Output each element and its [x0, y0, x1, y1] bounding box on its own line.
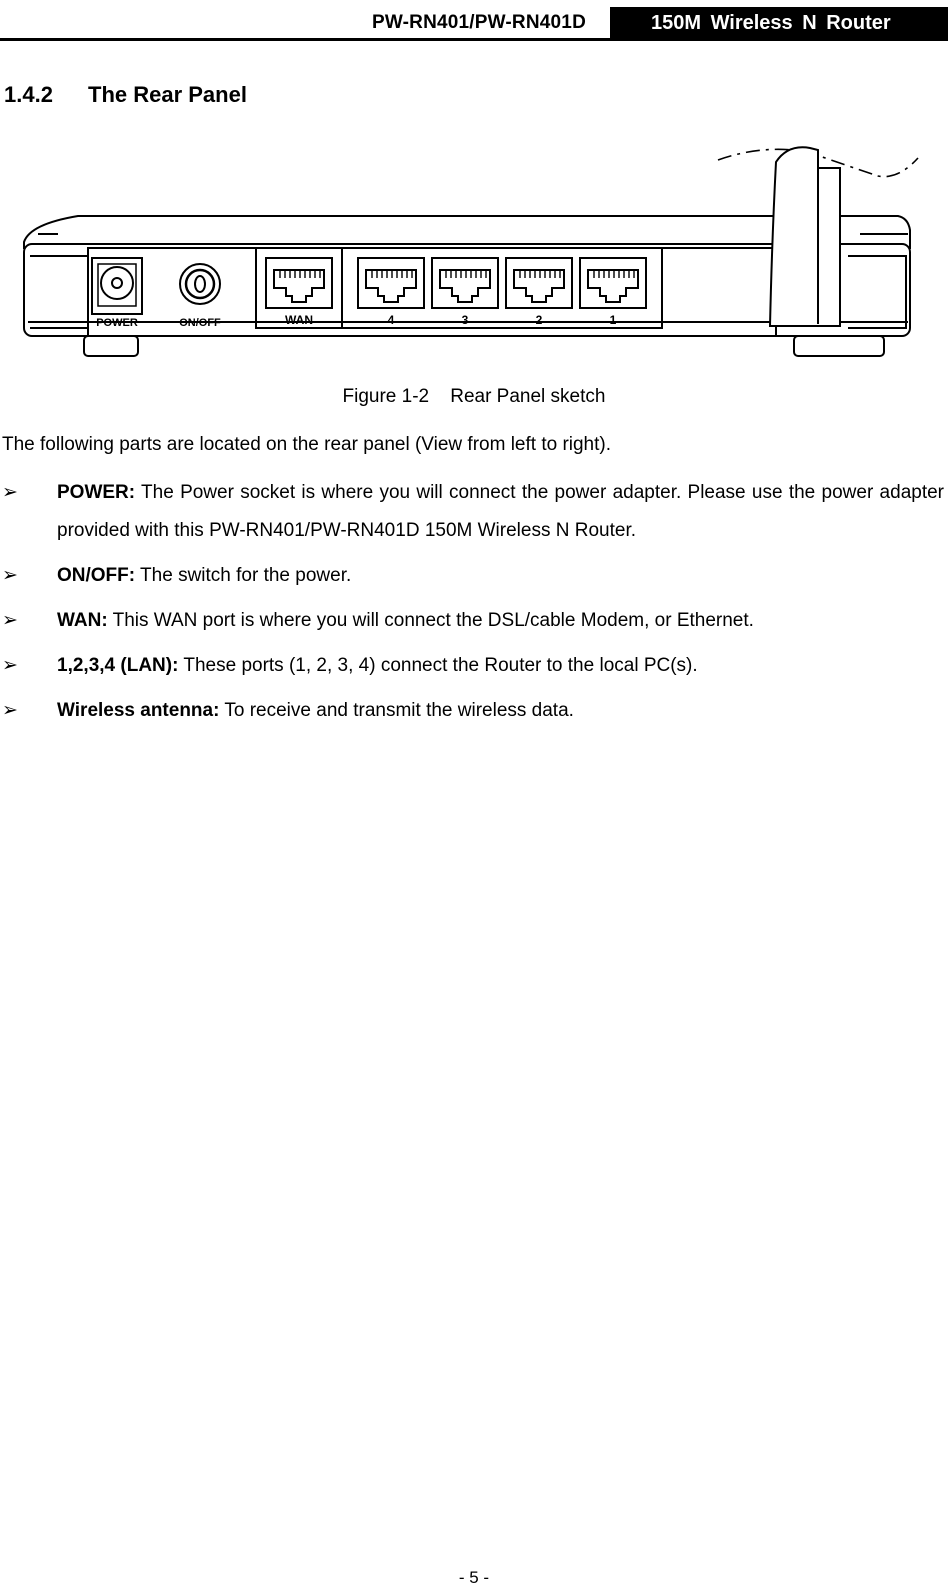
bullet-text: The Power socket is where you will connect the power adapter. Please use the power adapter provided with this PW-RN401/PW-RN401D 150M Wireless N Router.: [57, 482, 944, 541]
arrow-bullet-icon: ➢: [2, 482, 18, 503]
bullet-term: ON/OFF:: [57, 565, 136, 586]
rear-panel-figure: [18, 138, 930, 366]
antenna: [770, 147, 840, 326]
list-item: [0, 474, 948, 550]
intro-paragraph: The following parts are located on the rear panel (View from left to right).: [2, 434, 612, 455]
feature-list: [0, 474, 948, 737]
wan-port: [266, 258, 332, 308]
section-number: 1.4.2: [4, 82, 53, 107]
bullet-text: To receive and transmit the wireless data.: [219, 700, 574, 721]
lan-port-1: [580, 258, 646, 308]
page-number: - 5 -: [458, 1568, 490, 1587]
bullet-term: WAN:: [57, 610, 108, 631]
header-product: 150M Wireless N Router: [610, 7, 948, 40]
label-lan3: 3: [461, 313, 469, 327]
label-lan1: 1: [609, 313, 617, 327]
header-rule: [0, 38, 948, 41]
bullet-text: The switch for the power.: [135, 565, 352, 586]
bullet-text: These ports (1, 2, 3, 4) connect the Router to the local PC(s).: [178, 655, 698, 676]
bullet-term: 1,2,3,4 (LAN):: [57, 655, 179, 676]
label-lan4: 4: [387, 313, 395, 327]
list-item: [0, 692, 948, 730]
label-wan: WAN: [285, 313, 313, 327]
arrow-bullet-icon: ➢: [2, 565, 18, 586]
bullet-text: This WAN port is where you will connect the DSL/cable Modem, or Ethernet.: [107, 610, 754, 631]
arrow-bullet-icon: ➢: [2, 700, 18, 721]
lan-port-3: [432, 258, 498, 308]
lan-port-4: [358, 258, 424, 308]
label-power: POWER: [96, 317, 138, 329]
label-onoff: ON/OFF: [179, 317, 221, 329]
bullet-term: POWER:: [57, 482, 136, 503]
arrow-bullet-icon: ➢: [2, 610, 18, 631]
power-socket: [92, 258, 142, 329]
list-item: [0, 647, 948, 685]
onoff-switch: [179, 264, 221, 329]
header-model: PW-RN401/PW-RN401D: [372, 12, 586, 33]
section-heading: [4, 82, 247, 108]
list-item: [0, 557, 948, 595]
section-title: The Rear Panel: [88, 82, 247, 107]
bullet-term: Wireless antenna:: [57, 700, 220, 721]
lan-port-2: [506, 258, 572, 308]
label-lan2: 2: [535, 313, 543, 327]
arrow-bullet-icon: ➢: [2, 655, 18, 676]
figure-caption: Figure 1-2 Rear Panel sketch: [342, 386, 606, 407]
list-item: [0, 602, 948, 640]
